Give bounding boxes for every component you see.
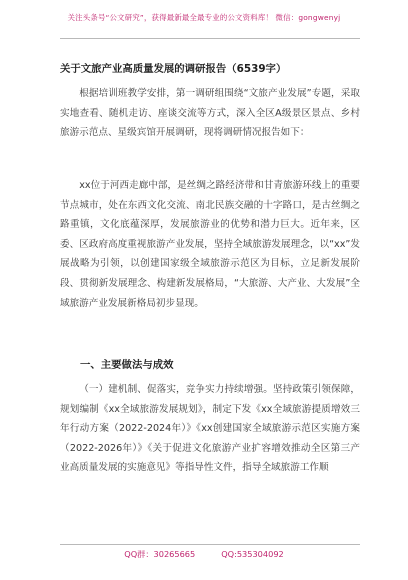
paragraph-background: xx位于河西走廊中部，是丝绸之路经济带和甘青旅游环线上的重要节点城市，处在东西文化交流、南北民族交融的十字路口，是古丝绸之路重镇，文化底蕴深厚，发展旅游业的优势和潜力巨大。近年来，区委、区政府高度重视旅游产业发展，坚持全域旅游发展理念，以“xx”发展战略为引领，以创建国家级全域旅游示范区为目标，立足新发展阶段、贯彻新发展理念、构建新发展格局，“大旅游、大产业、大发展”全域旅游产业发展新格局初步显现。	[60, 180, 360, 309]
header-divider	[60, 38, 360, 39]
footer	[0, 549, 408, 560]
document-title: 关于文旅产业高质量发展的调研报告（6539字）	[60, 63, 287, 75]
paragraph-intro: 根据培训班教学安排，第一调研组围绕“文旅产业发展”专题，采取实地查看、随机走访、座谈交流等方式，深入全区A级景区景点、乡村旅游示范点、星级宾馆开展调研，现将调研情况报告如下：	[60, 88, 360, 139]
header-banner: 关注头条号“公文研究”，获得最新最全最专业的公文资料库！ 微信：gongwenyj	[67, 13, 341, 22]
footer-qq: QQ:535304092	[221, 549, 284, 559]
paragraph-section-one: （一）建机制、促落实，竞争实力持续增强。坚持政策引领保障，规划编制《xx全域旅游发展规划》，制定下发《xx全域旅游提质增效三年行动方案（2022-2024年）》《xx创建国家全域旅游示范区实施方案（2022-2026年）》《关于促进文化旅游产业扩容增效推动全区第三产业高质量发展的实施意见》等指导性文件，指导全域旅游工作顺	[60, 384, 360, 474]
section-heading: 一、主要做法与成效	[80, 359, 174, 371]
footer-qq-group: QQ群：30265665	[124, 549, 196, 559]
footer-divider	[60, 544, 360, 545]
